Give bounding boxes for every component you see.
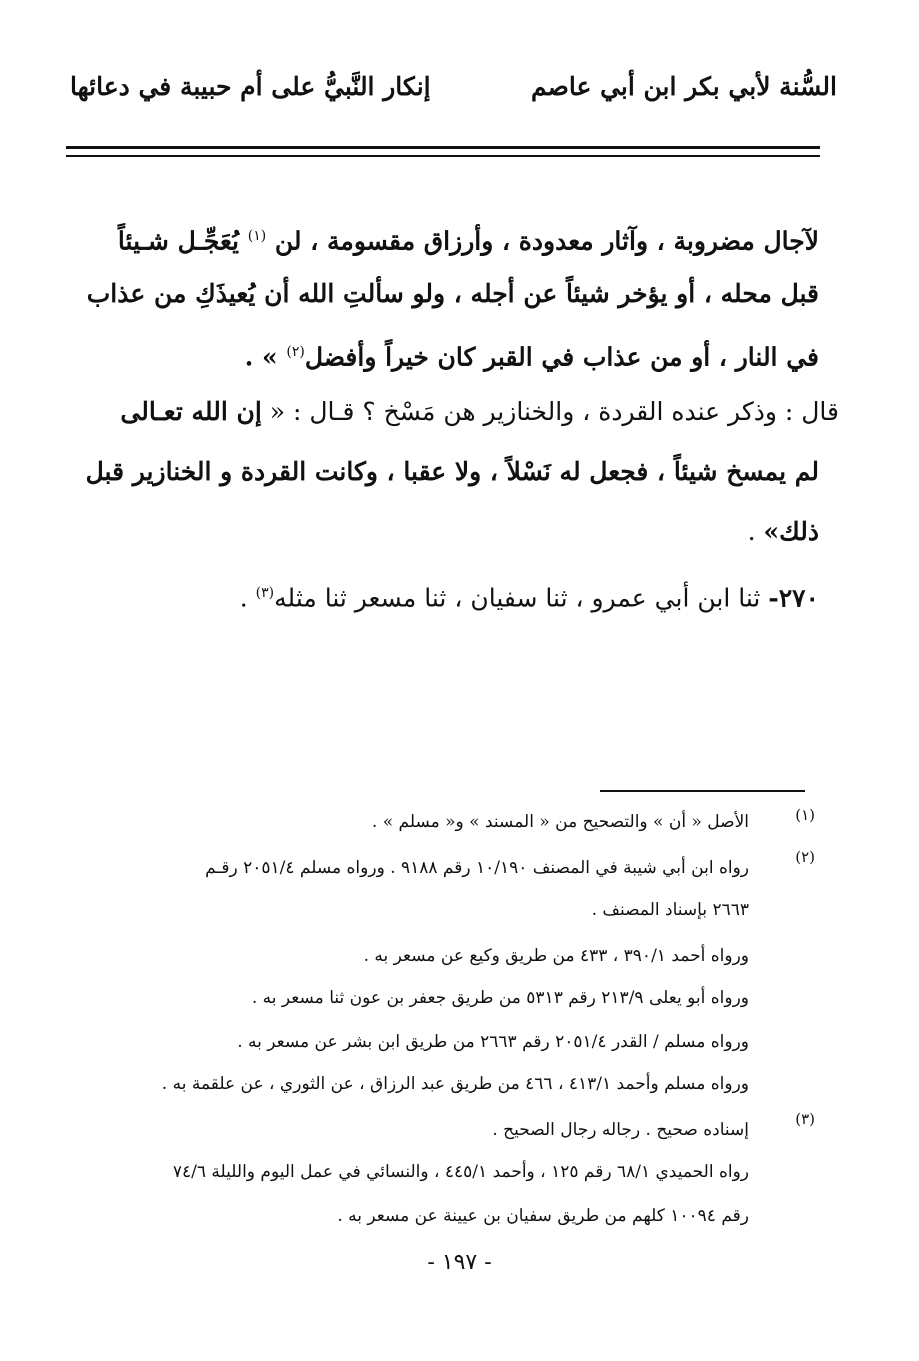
- footnote-ref-3: (٣): [255, 585, 275, 601]
- footnote-2-line-5: ورواه مسلم / القدر ٢٠٥١/٤ رقم ٢٦٦٣ من طريق ابن بشر عن مسعر به .: [237, 1032, 749, 1052]
- text-line-3-main: في النار ، أو من عذاب في القبر كان خيراً وأفضل: [304, 342, 819, 372]
- text-line-1: [118, 218, 819, 259]
- text-line-6-bold: ذلك»: [763, 517, 819, 546]
- footnote-ref-2: (٢): [286, 344, 305, 360]
- footnote-label-1: (١): [795, 806, 815, 824]
- text-line-1-main: لآجال مضروبة ، وآثار معدودة ، وأرزاق مقسومة ، لن: [274, 226, 819, 256]
- text-line-4-bold: إن الله تعـالى: [120, 397, 262, 426]
- text-line-6: [748, 514, 819, 550]
- page-number: - ١٩٧ -: [427, 1250, 492, 1275]
- text-line-4: [120, 394, 839, 430]
- hadith-text: ثنا ابن أبي عمرو ، ثنا سفيان ، ثنا مسعر ثنا مثله: [274, 583, 761, 613]
- header-rule-thick: [66, 146, 820, 149]
- text-line-3-end: » .: [244, 342, 278, 372]
- text-line-1-end: يُعَجِّـل شـيئاً: [117, 226, 239, 256]
- text-line-6-end: .: [747, 517, 764, 546]
- header-rule-thin: [66, 155, 820, 157]
- footnote-3-line-3: رقم ١٠٠٩٤ كلهم من طريق سفيان بن عيينة عن مسعر به .: [337, 1206, 749, 1226]
- footnote-3-line-2: رواه الحميدي ٦٨/١ رقم ١٢٥ ، وأحمد ٤٤٥/١ ، والنسائي في عمل اليوم والليلة ٧٤/٦: [172, 1162, 749, 1182]
- hadith-number: ٢٧٠-: [768, 583, 819, 613]
- footnote-2-line-6: ورواه مسلم وأحمد ٤١٣/١ ، ٤٦٦ من طريق عبد الرزاق ، عن الثوري ، عن علقمة به .: [161, 1074, 749, 1094]
- book-title: السُّنة لأبي بكر ابن أبي عاصم: [530, 72, 837, 101]
- footnote-2-line-2: ٢٦٦٣ بإسناد المصنف .: [591, 900, 749, 920]
- footnote-label-2: (٢): [795, 848, 815, 866]
- hadith-end: .: [239, 583, 256, 613]
- chapter-title: إنكار النَّبيُّ على أم حبيبة في دعائها: [70, 72, 431, 101]
- text-line-2: قبل محله ، أو يؤخر شيئاً عن أجله ، ولو سألتِ الله أن يُعيذَكِ من عذاب: [86, 279, 819, 308]
- footnote-1: الأصل « أن » والتصحيح من « المسند » و« مسلم » .: [371, 812, 749, 832]
- footnote-label-3: (٣): [795, 1110, 815, 1128]
- footnote-3-line-1: إسناده صحيح . رجاله رجال الصحيح .: [492, 1120, 749, 1140]
- text-line-5: لم يمسخ شيئاً ، فجعل له نَسْلاً ، ولا عقبا ، وكانت القردة و الخنازير قبل: [85, 457, 819, 486]
- text-line-4-plain: قال : وذكر عنده القردة ، والخنازير هن مَسْخ ؟ قـال : «: [269, 397, 839, 426]
- text-line-3: [245, 334, 819, 375]
- footnote-ref-1: (١): [247, 228, 267, 244]
- footnote-2-line-4: ورواه أبو يعلى ٢١٣/٩ رقم ٥٣١٣ من طريق جعفر بن عون ثنا مسعر به .: [251, 988, 749, 1008]
- footnote-2-line-3: ورواه أحمد ٣٩٠/١ ، ٤٣٣ من طريق وكيع عن مسعر به .: [363, 946, 749, 966]
- running-header: [70, 72, 837, 112]
- hadith-270: [240, 575, 819, 616]
- footnote-separator: [600, 790, 805, 792]
- footnote-2-line-1: رواه ابن أبي شيبة في المصنف ١٠/١٩٠ رقم ٩١٨٨ . ورواه مسلم ٢٠٥١/٤ رقـم: [205, 858, 749, 878]
